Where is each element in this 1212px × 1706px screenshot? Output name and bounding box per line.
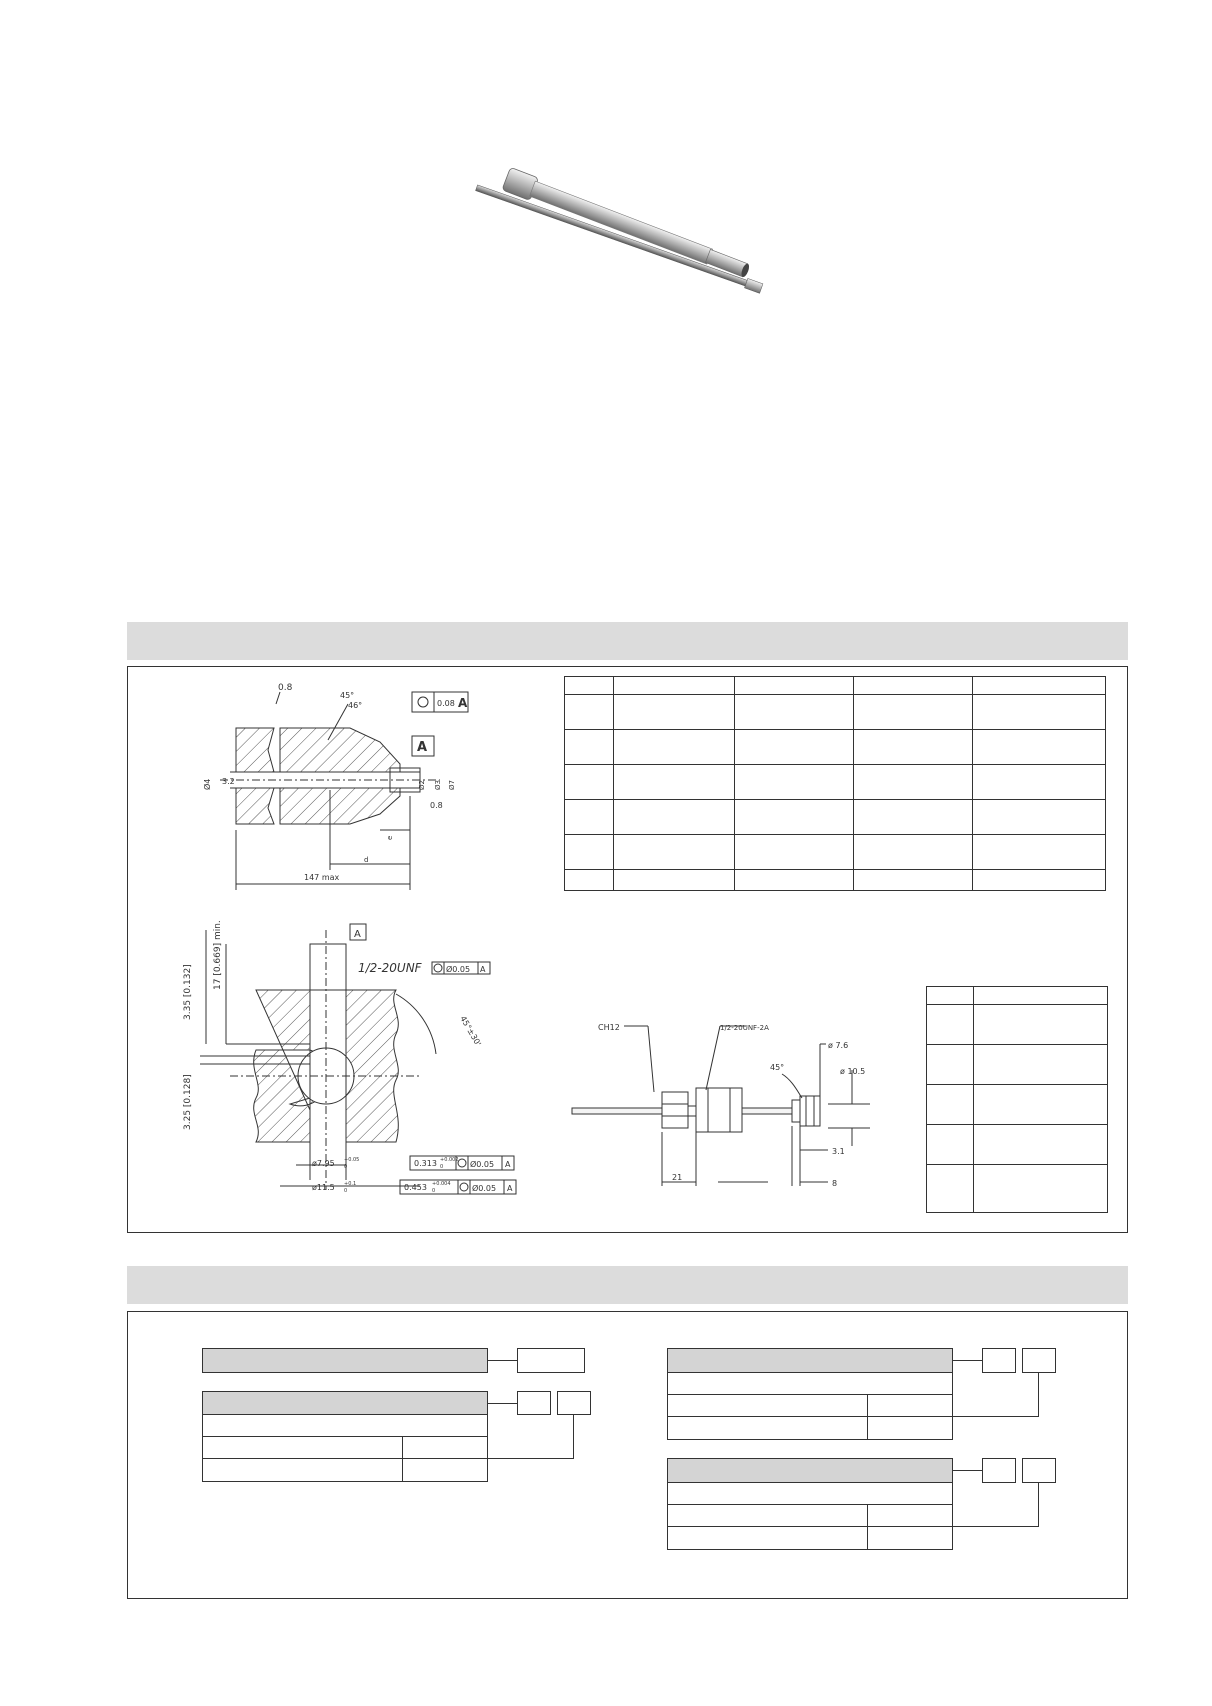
bore2-tol-up: +0.1 xyxy=(344,1181,357,1187)
bore2-fcf-datum: A xyxy=(507,1184,513,1193)
table-row xyxy=(565,695,1106,730)
dim-335-label: 3.35 [0.132] xyxy=(183,964,193,1020)
datum-label: A xyxy=(417,740,428,755)
chamfer-b-label: 46° xyxy=(348,701,363,710)
table-row xyxy=(565,730,1106,765)
len-31-label: 3.1 xyxy=(832,1147,845,1156)
order-right-sub-row-2a xyxy=(667,1394,868,1417)
table-row xyxy=(565,800,1106,835)
order-right-title-1 xyxy=(667,1348,953,1373)
order-right-sub-row-6b xyxy=(867,1526,953,1550)
order-left-sub-row-1 xyxy=(202,1414,488,1437)
section-header-2 xyxy=(127,1266,1128,1304)
bore1-tol-up: +0.05 xyxy=(344,1157,360,1163)
table-row xyxy=(927,1045,1108,1085)
dim-325-label: 3.25 [0.128] xyxy=(183,1074,193,1130)
order-right-code-box-1b xyxy=(1022,1348,1056,1373)
drawing-thread-detail xyxy=(160,900,520,1220)
table-row xyxy=(565,677,1106,695)
d-small-label: ø 7.6 xyxy=(828,1041,849,1050)
bore2-inch-low: 0 xyxy=(432,1188,436,1194)
len-8-label: 8 xyxy=(832,1179,838,1188)
order-right-code-box-2b xyxy=(1022,1458,1056,1483)
order-left-code-box-2b xyxy=(557,1391,591,1415)
order-left-sub-row-2a xyxy=(202,1436,403,1459)
order-right-code-box-2a xyxy=(982,1458,1016,1483)
table-row xyxy=(927,1005,1108,1045)
chamfer-a-label: 45° xyxy=(340,691,355,700)
nozzle-angle-label: 45° xyxy=(770,1063,785,1072)
bore2-inch-label: 0.453 xyxy=(404,1183,427,1192)
bore1-inch-low: 0 xyxy=(440,1164,444,1170)
table-row xyxy=(565,765,1106,800)
order-left-code-box-2a xyxy=(517,1391,551,1415)
d-right-3-label: Ø7 xyxy=(448,780,456,790)
order-left-title-1 xyxy=(202,1348,488,1373)
order-left-code-box-1 xyxy=(517,1348,585,1373)
thread-label: 1/2-20UNF xyxy=(358,961,422,975)
d-large-label: ø 10.5 xyxy=(840,1067,866,1076)
order-right-sub-row-4 xyxy=(667,1482,953,1505)
length-label: 147 max xyxy=(304,873,340,882)
lower-right-table xyxy=(926,986,1108,1213)
table-row xyxy=(927,1085,1108,1125)
bore1-tol-low: 0 xyxy=(344,1164,348,1170)
bore1-metric-label: ø7.95 xyxy=(312,1159,335,1168)
dim-d-label: d xyxy=(364,856,369,864)
order-left-sub-row-3a xyxy=(202,1458,403,1482)
angle-label: 45°±30' xyxy=(458,1014,483,1048)
dim-e-label: e xyxy=(386,835,394,840)
order-right-sub-row-2b xyxy=(867,1394,953,1417)
bore1-inch-up: +0.002 xyxy=(440,1157,459,1163)
d-right-1-label: Ø2 xyxy=(418,780,426,790)
d32-label: 3.2 xyxy=(222,777,235,786)
order-right-sub-row-1 xyxy=(667,1372,953,1395)
drawing-nozzle-side xyxy=(570,1000,870,1200)
roughness-top-label: 0.8 xyxy=(278,683,293,693)
len-21-label: 21 xyxy=(672,1173,683,1182)
bore1-inch-label: 0.313 xyxy=(414,1159,437,1168)
hex-label: CH12 xyxy=(598,1023,620,1032)
nozzle-thread-label: 1/2-20UNF-2A xyxy=(720,1024,769,1032)
order-right-title-2 xyxy=(667,1458,953,1483)
order-right-sub-row-5b xyxy=(867,1504,953,1527)
order-right-code-box-1a xyxy=(982,1348,1016,1373)
d4-label: Ø4 xyxy=(203,778,212,790)
bottom-datum-label: A xyxy=(354,929,361,940)
upper-right-table xyxy=(564,676,1106,891)
thread-tol-label: Ø0.05 xyxy=(446,965,471,974)
section-header-1 xyxy=(127,622,1128,660)
order-left-title-2 xyxy=(202,1391,488,1415)
tol-value-label: 0.08 xyxy=(437,699,455,708)
bore2-fcf-label: Ø0.05 xyxy=(472,1184,497,1193)
order-right-sub-row-5a xyxy=(667,1504,868,1527)
bore2-tol-low: 0 xyxy=(344,1188,348,1194)
order-right-sub-row-6a xyxy=(667,1526,868,1550)
tol-datum-label: A xyxy=(458,696,468,710)
d-right-2-label: Ø3 xyxy=(434,780,442,790)
bore2-inch-up: +0.004 xyxy=(432,1181,451,1187)
table-row xyxy=(927,1165,1108,1213)
order-right-sub-row-3a xyxy=(667,1416,868,1440)
table-row xyxy=(927,987,1108,1005)
drawing-nozzle-seat xyxy=(180,680,480,900)
order-right-sub-row-3b xyxy=(867,1416,953,1440)
bore2-metric-label: ø11.5 xyxy=(312,1183,335,1192)
order-left-sub-row-3b xyxy=(402,1458,488,1482)
table-row xyxy=(565,835,1106,870)
table-row xyxy=(565,870,1106,891)
product-photo xyxy=(470,160,790,310)
bore1-fcf-datum: A xyxy=(505,1160,511,1169)
roughness-bottom-label: 0.8 xyxy=(430,801,443,810)
order-left-sub-row-2b xyxy=(402,1436,488,1459)
thread-tol-datum-label: A xyxy=(480,965,486,974)
bore1-fcf-label: Ø0.05 xyxy=(470,1160,495,1169)
depth-label: 17 [0.669] min. xyxy=(213,920,223,990)
table-row xyxy=(927,1125,1108,1165)
